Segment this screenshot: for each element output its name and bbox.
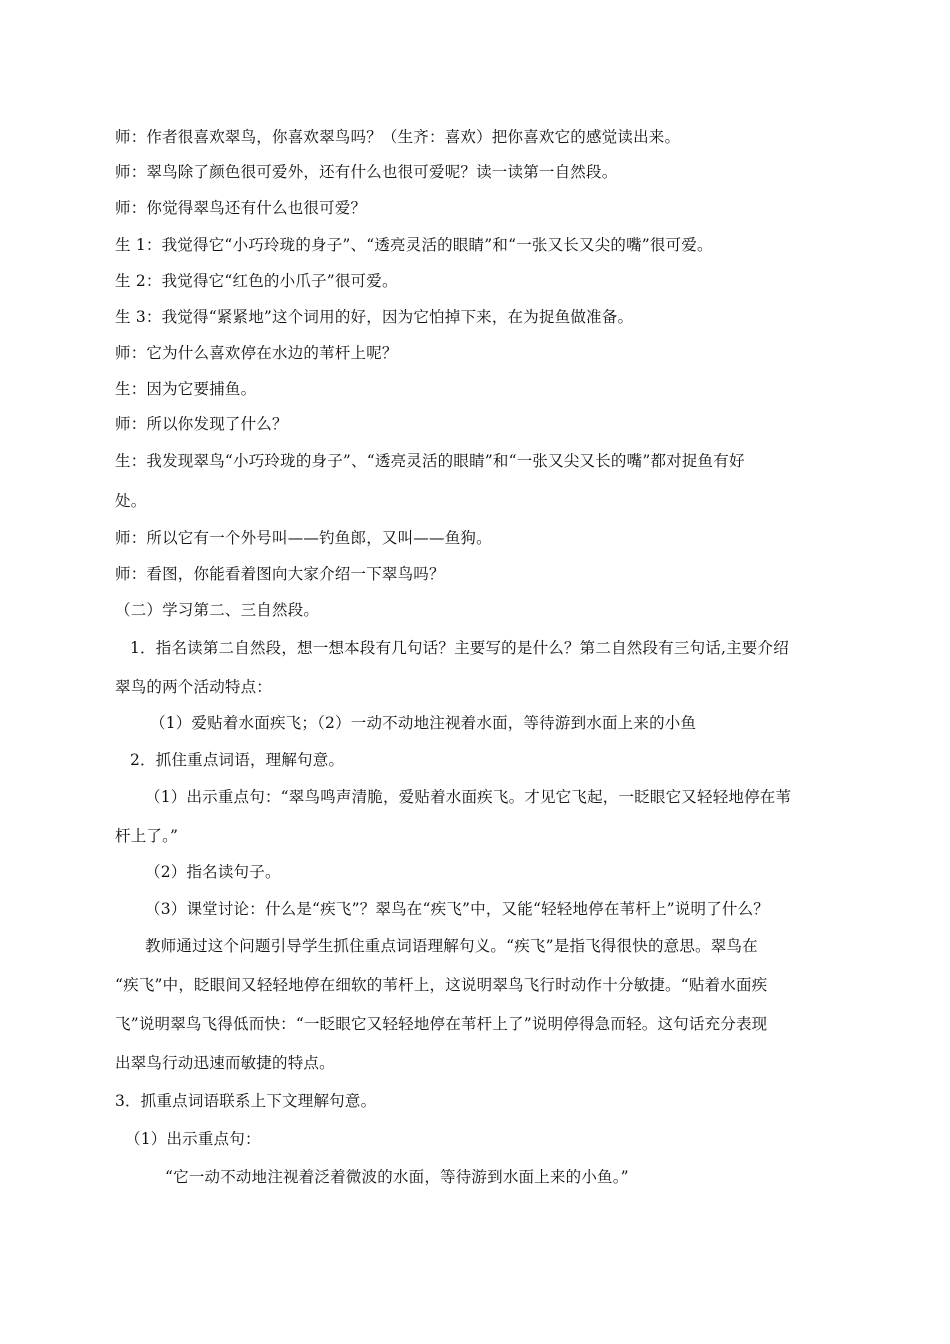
text-line: 师：所以你发现了什么？ bbox=[115, 415, 288, 433]
text-line: 1．指名读第二自然段，想一想本段有几句话？主要写的是什么？第二自然段有三句话,主要介绍 bbox=[130, 639, 789, 657]
text-line: “疾飞”中，眨眼间又轻轻地停在细软的苇杆上，这说明翠鸟飞行时动作十分敏捷。“贴着水面疾 bbox=[115, 976, 768, 994]
section-heading: （二）学习第二、三自然段。 bbox=[115, 601, 320, 619]
text-line: 师：翠鸟除了颜色很可爱外，还有什么也很可爱呢？读一读第一自然段。 bbox=[115, 163, 618, 181]
text-line: 2．抓住重点词语，理解句意。 bbox=[130, 751, 345, 769]
text-line: 处。 bbox=[115, 492, 147, 510]
text-line: 飞”说明翠鸟飞得低而快：“一眨眼它又轻轻地停在苇杆上了”说明停得急而轻。这句话充分表现 bbox=[115, 1015, 768, 1033]
text-line: （1）爱贴着水面疾飞；（2）一动不动地注视着水面，等待游到水面上来的小鱼 bbox=[150, 714, 697, 732]
text-line: “它一动不动地注视着泛着微波的水面，等待游到水面上来的小鱼。” bbox=[165, 1168, 629, 1186]
text-line: 师：所以它有一个外号叫——钓鱼郎，又叫——鱼狗。 bbox=[115, 529, 492, 547]
text-line: 生：因为它要捕鱼。 bbox=[115, 380, 257, 398]
text-line: （2）指名读句子。 bbox=[145, 863, 281, 881]
text-line: 师：它为什么喜欢停在水边的苇杆上呢？ bbox=[115, 344, 398, 362]
text-line: 教师通过这个问题引导学生抓住重点词语理解句义。“疾飞”是指飞得很快的意思。翠鸟在 bbox=[145, 937, 758, 955]
text-line: 3．抓重点词语联系上下文理解句意。 bbox=[115, 1092, 377, 1110]
text-line: （1）出示重点句：“翠鸟鸣声清脆，爱贴着水面疾飞。才见它飞起，一眨眼它又轻轻地停在苇 bbox=[145, 788, 792, 806]
text-line: （1）出示重点句： bbox=[125, 1130, 261, 1148]
text-line: （3）课堂讨论：什么是“疾飞”？翠鸟在“疾飞”中，又能“轻轻地停在苇杆上”说明了什么？ bbox=[145, 900, 770, 918]
text-line: 师：你觉得翠鸟还有什么也很可爱？ bbox=[115, 199, 367, 217]
text-line: 师：看图，你能看着图向大家介绍一下翠鸟吗？ bbox=[115, 565, 445, 583]
text-line: 师：作者很喜欢翠鸟，你喜欢翠鸟吗？（生齐：喜欢）把你喜欢它的感觉读出来。 bbox=[115, 128, 681, 146]
text-line: 杆上了。” bbox=[115, 827, 179, 845]
text-line: 出翠鸟行动迅速而敏捷的特点。 bbox=[115, 1054, 335, 1072]
text-line: 生 2：我觉得它“红色的小爪子”很可爱。 bbox=[115, 272, 398, 290]
text-line: 生 3：我觉得“紧紧地”这个词用的好，因为它怕掉下来，在为捉鱼做准备。 bbox=[115, 308, 634, 326]
text-line: 生：我发现翠鸟“小巧玲珑的身子”、“透亮灵活的眼睛”和“一张又尖又长的嘴”都对捉鱼有好 bbox=[115, 452, 745, 470]
text-line: 生 1：我觉得它“小巧玲珑的身子”、“透亮灵活的眼睛”和“一张又长又尖的嘴”很可爱。 bbox=[115, 236, 713, 254]
text-line: 翠鸟的两个活动特点： bbox=[115, 678, 273, 696]
